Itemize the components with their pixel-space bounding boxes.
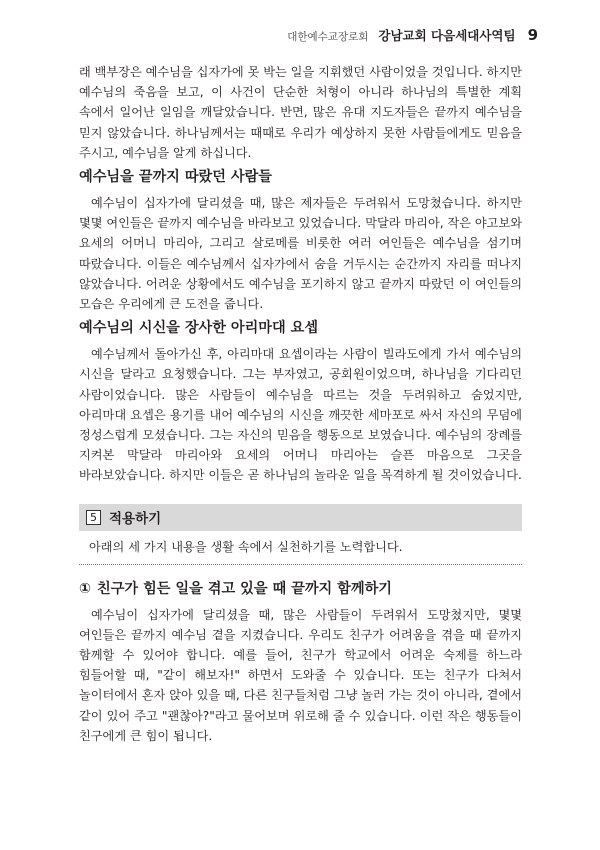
apply-section-title: 적용하기	[109, 511, 162, 528]
section-heading-joseph: 예수님의 시신을 장사한 아리마대 요셉	[79, 320, 319, 337]
section-text-women: 예수님이 십자가에 달리셨을 때, 많은 제자들은 두려워서 도망쳤습니다. 하지만 몇몇 여인들은 끝까지 예수님을 바라보고 있었습니다. 막달라 마리아, 작은 야고보와 요세의 어머니 마리아, 그리고 살로메를 비롯한 여러 여인들은 예수님을 섬기며 따랐습니다. 이들은 예수님께서 십자가에서 숨을 거두시는 순간까지 자리를 떠나지 않았습니다. 어려운 상황에서도 예수님을 포기하지 않고 끝까지 따랐던 이 여인들의 모습은 우리에게 큰 도전을 줍니다.	[79, 196, 522, 312]
apply-intro: 아래의 세 가지 내용을 생활 속에서 실천하기를 노력합니다.	[79, 537, 522, 565]
apply-item-title: 친구가 힘든 일을 겪고 있을 때 끝까지 함께하기	[97, 580, 392, 597]
section-number-box: 5	[86, 510, 101, 525]
apply-item-text: 예수님이 십자가에 달리셨을 때, 많은 사람들이 두려워서 도망쳤지만, 몇몇 여인들은 끝까지 예수님 곁을 지켰습니다. 우리도 친구가 어려움을 겪을 때 끝까지 함께할 수 있어야 합니다. 예를 들어, 친구가 학교에서 어려운 숙제를 하느라 힘들어할 때, "같이 해보자!" 하면서 도와줄 수 있습니다. 또는 친구가 다쳐서 놀이터에서 혼자 앉아 있을 때, 다른 친구들처럼 그냥 놀러 가는 것이 아니라, 곁에서 같이 있어 주고 "괜찮아?"라고 물어보며 위로해 줄 수 있습니다. 이런 작은 행동들이 친구에게 큰 힘이 됩니다.	[79, 607, 522, 743]
apply-item-heading	[79, 579, 522, 599]
header-org: 대한예수교장로회	[287, 31, 369, 43]
section-heading-women: 예수님을 끝까지 따랐던 사람들	[79, 169, 272, 186]
header-dept: 강남교회 다음세대사역팀	[378, 28, 516, 43]
page-content	[79, 62, 522, 750]
section-text-joseph: 예수님께서 돌아가신 후, 아리마대 요셉이라는 사람이 빌라도에게 가서 예수님의 시신을 달라고 요청했습니다. 그는 부자였고, 공회원이었으며, 하나님을 기다리던 사람이었습니다. 많은 사람들이 예수님을 따르는 것을 두려워하고 숨었지만, 아리마대 요셉은 용기를 내어 예수님의 시신을 깨끗한 세마포로 싸서 자신의 무덤에 정성스럽게 모셨습니다. 그는 자신의 믿음을 행동으로 보였습니다. 예수님의 장례를 지켜본 막달라 마리아와 요세의 어머니 마리아는 슬픈 마음으로 그곳을 바라보았습니다. 하지만 이들은 곧 하나님의 놀라운 일을 목격하게 될 것이었습니다.	[79, 347, 522, 483]
page-header	[287, 26, 538, 44]
apply-section-bar	[79, 504, 522, 531]
apply-item-marker: ①	[79, 580, 92, 597]
page-number: 9	[527, 26, 538, 44]
intro-paragraph: 래 백부장은 예수님을 십자가에 못 박는 일을 지휘했던 사람이었을 것입니다. 하지만 예수님의 죽음을 보고, 이 사건이 단순한 처형이 아니라 하나님의 특별한 계획 속에서 일어난 일임을 깨달았습니다. 반면, 많은 유대 지도자들은 끝까지 예수님을 믿지 않았습니다. 하나님께서는 때때로 우리가 예상하지 못한 사람들에게도 믿음을 주시고, 예수님을 알게 하십니다.	[79, 65, 522, 160]
